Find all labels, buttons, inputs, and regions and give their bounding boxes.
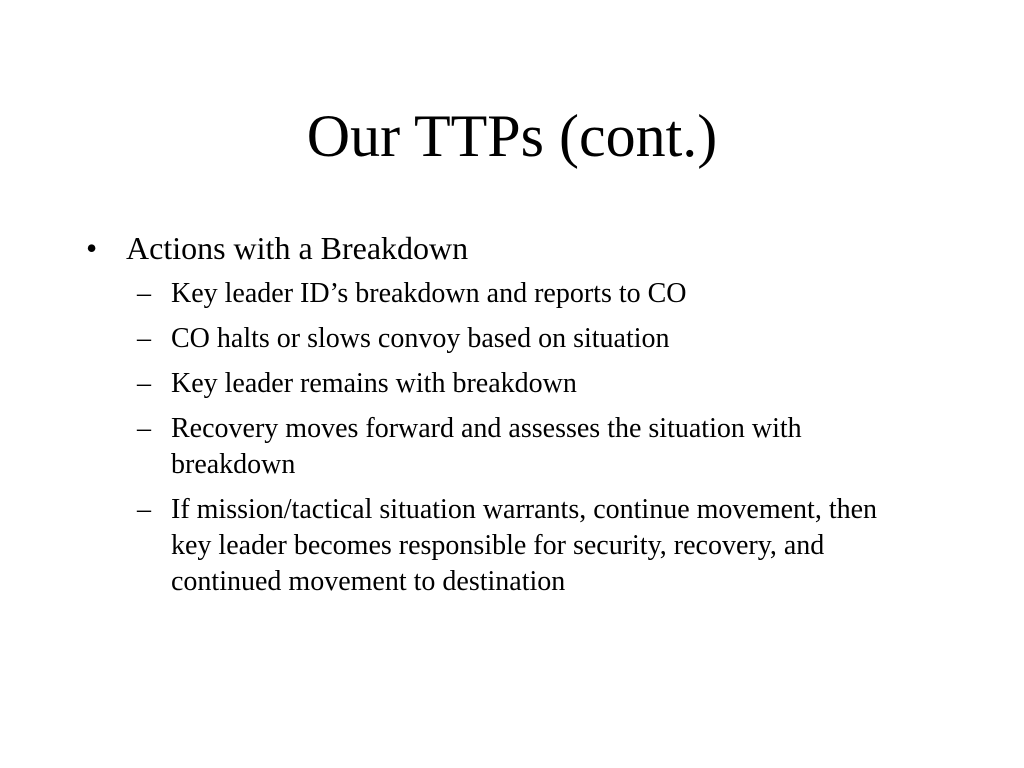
dash-glyph: – [137,278,151,309]
bullet-text: Actions with a Breakdown [126,230,469,266]
slide-title: Our TTPs (cont.) [306,103,718,169]
sub-bullet-item [137,321,926,357]
sub-bullet-text: CO halts or slows convoy based on situation [171,323,670,354]
sub-bullet-text: Recovery moves forward and assesses the situation with breakdown [171,413,802,480]
sub-bullet-text: Key leader remains with breakdown [171,368,577,399]
sub-bullet-item [137,411,926,483]
sub-bullet-item [137,492,926,600]
bullet-glyph: • [86,230,98,266]
sub-bullet-text: If mission/tactical situation warrants, continue movement, then key leader becomes responsible for security, recovery, and continued movement to destination [171,494,878,597]
dash-glyph: – [137,494,151,525]
sub-bullet-list [86,276,926,600]
bullet-item [86,226,926,270]
sub-bullet-text: Key leader ID’s breakdown and reports to CO [171,278,687,309]
slide-body [86,226,926,609]
dash-glyph: – [137,368,151,399]
dash-glyph: – [137,413,151,444]
dash-glyph: – [137,323,151,354]
sub-bullet-item [137,366,926,402]
sub-bullet-item [137,276,926,312]
